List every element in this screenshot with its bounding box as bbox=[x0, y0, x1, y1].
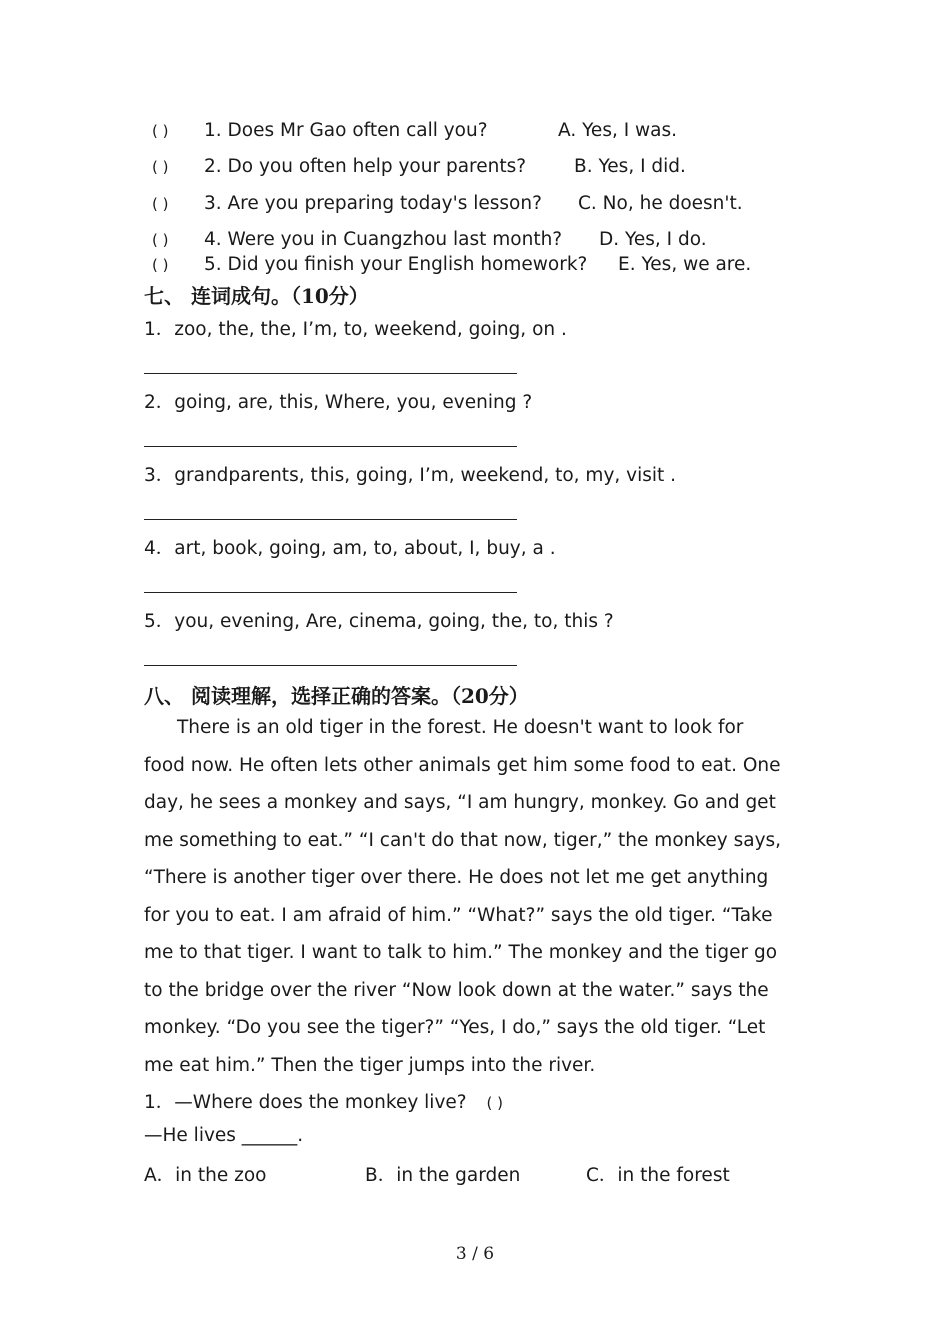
reading-passage bbox=[144, 709, 816, 1084]
matching-question: 1. Does Mr Gao often call you? bbox=[204, 120, 488, 141]
sentence-item: 5．you, evening, Are, cinema, going, the, to, this ? bbox=[144, 611, 614, 632]
matching-question: 5. Did you finish your English homework? bbox=[204, 254, 588, 275]
answer-line[interactable] bbox=[144, 519, 517, 520]
section-7-heading: 七、 连词成句。（10分） bbox=[144, 284, 369, 308]
matching-row bbox=[152, 120, 488, 141]
passage-line: day, he sees a monkey and says, “I am hungry, monkey. Go and get bbox=[144, 792, 776, 813]
sentence-item: 4．art, book, going, am, to, about, I, buy, a . bbox=[144, 538, 556, 559]
page-number: 3 / 6 bbox=[455, 1244, 495, 1264]
sentence-item: 3．grandparents, this, going, I’m, weekend, to, my, visit . bbox=[144, 465, 677, 486]
matching-question: 3. Are you preparing today's lesson? bbox=[204, 193, 542, 214]
sentence-item: 2．going, are, this, Where, you, evening ? bbox=[144, 392, 533, 413]
option-a[interactable]: A．in the zoo bbox=[144, 1165, 267, 1186]
matching-row bbox=[152, 229, 562, 250]
passage-line: food now. He often lets other animals get him some food to eat. One bbox=[144, 754, 781, 776]
section-8-heading: 八、 阅读理解，选择正确的答案。（20分） bbox=[144, 684, 529, 708]
matching-answer: B. Yes, I did. bbox=[574, 156, 686, 177]
answer-paren[interactable]: ( ) bbox=[152, 158, 169, 176]
matching-answer: C. No, he doesn't. bbox=[578, 193, 743, 214]
sentence-item: 1．zoo, the, the, I’m, to, weekend, going, on . bbox=[144, 319, 567, 340]
matching-question: 2. Do you often help your parents? bbox=[204, 156, 527, 177]
passage-line: me eat him.” Then the tiger jumps into the river. bbox=[144, 1054, 596, 1076]
answer-line[interactable] bbox=[144, 446, 517, 447]
passage-line: me something to eat.” “I can't do that now, tiger,” the monkey says, bbox=[144, 829, 782, 851]
answer-paren[interactable]: ( ) bbox=[152, 231, 169, 249]
passage-line: for you to eat. I am afraid of him.” “What?” says the old tiger. “Take bbox=[144, 904, 773, 926]
passage-line: “There is another tiger over there. He does not let me get anything bbox=[144, 867, 769, 888]
answer-paren[interactable]: ( ) bbox=[152, 122, 169, 140]
answer-line[interactable] bbox=[144, 373, 517, 374]
matching-row bbox=[152, 254, 587, 275]
answer-paren[interactable]: ( ) bbox=[152, 195, 169, 213]
reading-question bbox=[144, 1088, 503, 1114]
option-c[interactable]: C．in the forest bbox=[586, 1165, 730, 1186]
question-text: 1．—Where does the monkey live? bbox=[144, 1092, 467, 1113]
answer-paren[interactable]: ( ) bbox=[152, 256, 169, 274]
matching-answer: D. Yes, I do. bbox=[599, 229, 707, 250]
option-b[interactable]: B．in the garden bbox=[365, 1165, 521, 1186]
matching-answer: E. Yes, we are. bbox=[618, 254, 752, 275]
answer-line[interactable] bbox=[144, 665, 517, 666]
matching-row bbox=[152, 193, 542, 214]
passage-line: to the bridge over the river “Now look down at the water.” says the bbox=[144, 979, 769, 1001]
answer-blank-line: —He lives ______. bbox=[144, 1125, 304, 1146]
passage-line: monkey. “Do you see the tiger?” “Yes, I do,” says the old tiger. “Let bbox=[144, 1017, 766, 1038]
passage-line: There is an old tiger in the forest. He doesn't want to look for bbox=[177, 717, 744, 738]
answer-line[interactable] bbox=[144, 592, 517, 593]
matching-row bbox=[152, 156, 526, 177]
passage-line: me to that tiger. I want to talk to him.” The monkey and the tiger go bbox=[144, 942, 778, 963]
matching-answer: A. Yes, I was. bbox=[558, 120, 678, 141]
matching-question: 4. Were you in Cuangzhou last month? bbox=[204, 229, 563, 250]
answer-paren[interactable]: ( ) bbox=[486, 1094, 503, 1112]
